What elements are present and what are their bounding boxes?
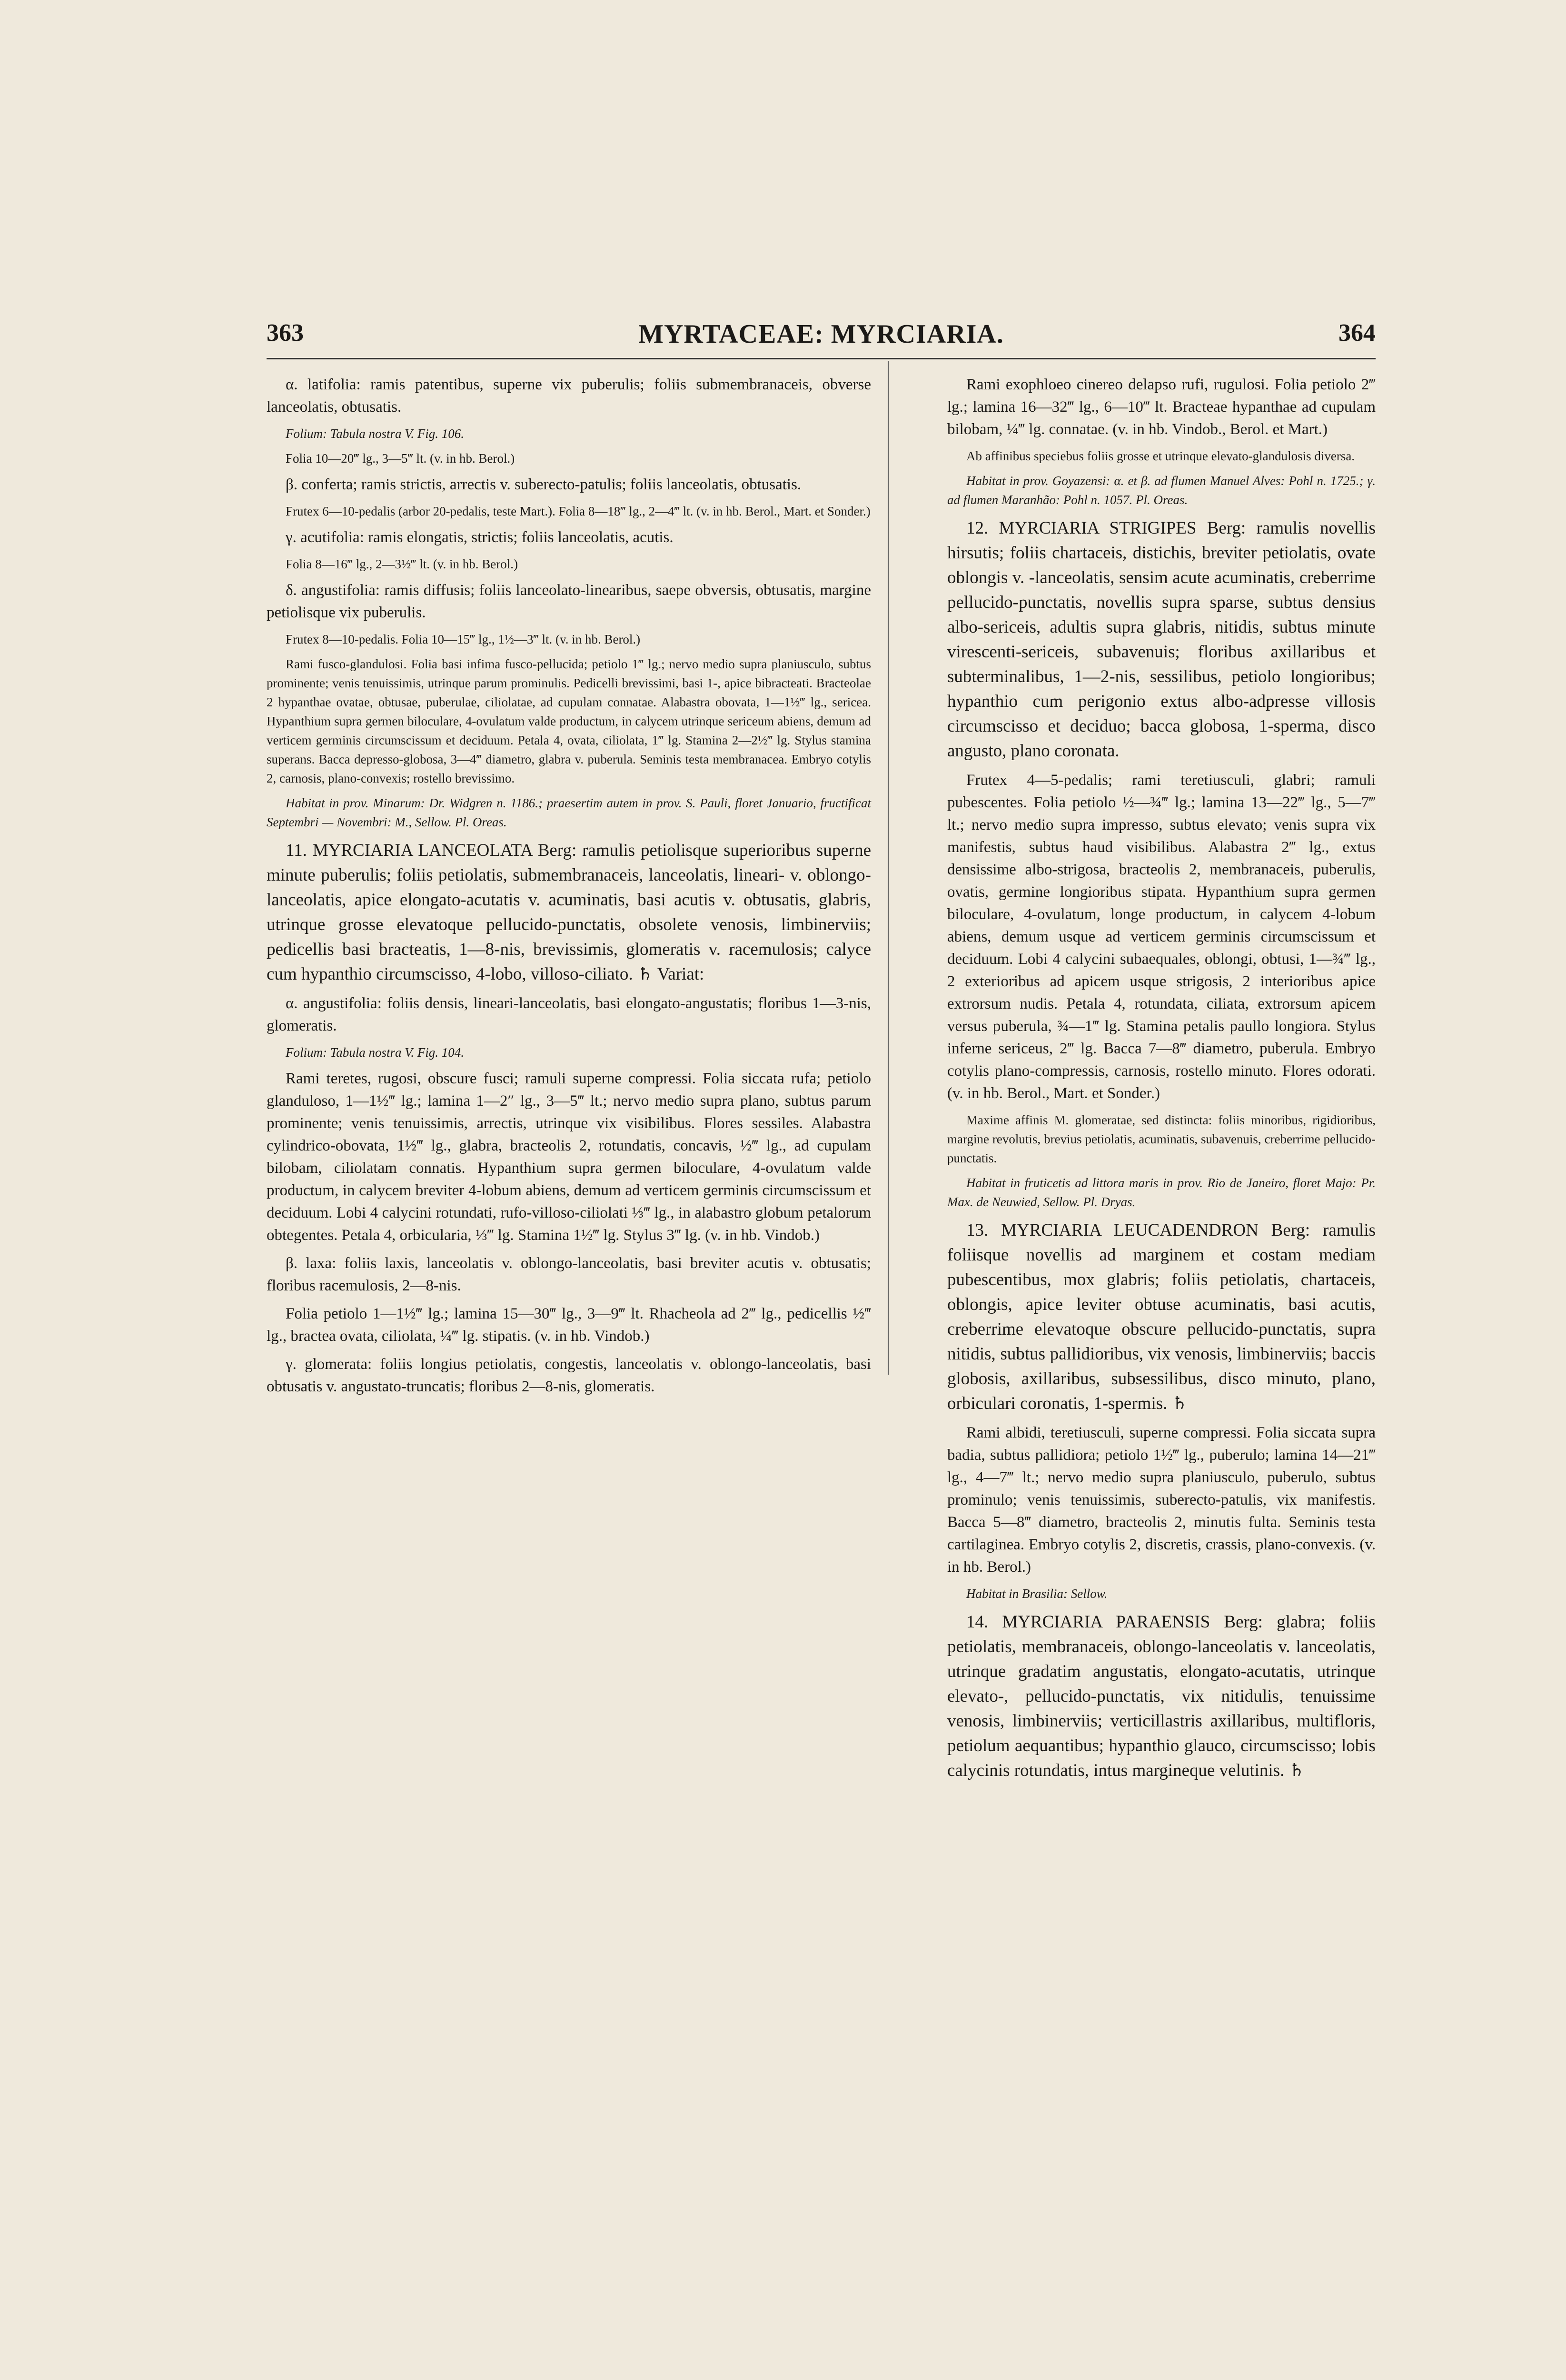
left-paragraph: Habitat in prov. Minarum: Dr. Widgren n. 1186.; praesertim autem in prov. S. Pauli, floret Januario, fructificat Septembri — Novembri: M., Sellow. Pl. Oreas. [267,796,871,829]
left-paragraph: α. angustifolia: foliis densis, lineari-lanceolatis, basi elongato-angustatis; floribus 1—3-nis, glomeratis. [267,995,871,1034]
left-paragraph: β. conferta; ramis strictis, arrectis v. suberecto-patulis; foliis lanceolatis, obtusatis. [286,476,802,493]
right-column [947,374,1376,1789]
header-rule [267,358,1376,359]
right-paragraph: Rami exophloeo cinereo delapso rufi, rugulosi. Folia petiolo 2‴ lg.; lamina 16—32‴ lg., 6—10‴ lt. Bracteae hypanthae ad cupulam bilobam, ¼‴ lg. connatae. (v. in hb. Vindob., Berol. et Mart.) [947,376,1376,438]
left-paragraph: δ. angustifolia: ramis diffusis; foliis lanceolato-linearibus, saepe obversis, obtusatis, margine petiolisque vix puberulis. [267,582,871,621]
right-paragraph: Habitat in fruticetis ad littora maris in prov. Rio de Janeiro, floret Majo: Pr. Max. de Neuwied, Sellow. Pl. Dryas. [947,1176,1376,1209]
left-paragraph: Rami teretes, rugosi, obscure fusci; ramuli superne compressi. Folia siccata rufa; petiolo glanduloso, 1—1½‴ lg.; lamina 1—2″ lg., 3—5‴ lt.; nervo medio supra plano, subtus parum prominente; venis tenuissimis, arrectis, utrinque vix visibilibus. Flores sessiles. Alabastra cylindrico-obovata, 1½‴ lg., glabra, bracteolis 2, rotundatis, concavis, ½‴ lg., ad cupulam bilobam, ciliolatam connatis. Hypanthium supra germen biloculare, 4-ovulatum valde productum, in calycem breviter 4-lobum abiens, demum ad verticem germinis circumscissum et deciduum. Lobi 4 calycini rotundati, rufo-villoso-ciliolati ⅓‴ lg., in alabastro globum petalorum obtegentes. Petala 4, orbicularia, ⅓‴ lg. Stamina 1½‴ lg. Stylus 3‴ lg. (v. in hb. Vindob.) [267,1070,871,1244]
right-paragraph: Ab affinibus speciebus foliis grosse et utrinque elevato-glandulosis diversa. [966,449,1355,463]
left-paragraph: Folia petiolo 1—1½‴ lg.; lamina 15—30‴ lg., 3—9‴ lt. Rhacheola ad 2‴ lg., pedicellis ½‴ lg., bractea ovata, ciliolata, ¼‴ lg. stipatis. (v. in hb. Vindob.) [267,1305,871,1345]
left-paragraph: Frutex 8—10-pedalis. Folia 10—15‴ lg., 1½—3‴ lt. (v. in hb. Berol.) [286,632,641,646]
left-paragraph: Rami fusco-glandulosi. Folia basi infima fusco-pellucida; petiolo 1‴ lg.; nervo medio supra planiusculo, subtus prominente; venis tenuissimis, utrinque parum prominulis. Pedicelli brevissimi, basi 1-, apice bibracteati. Bracteolae 2 hypanthae ovatae, obtusae, puberulae, ciliolatae, ad cupulam connatae. Alabastra obovata, 1—1½‴ lg., sericea. Hypanthium supra germen biloculare, 4-ovulatum valde productum, in calycem utrinque sericeum abiens, demum ad verticem germinis circumscissum et deciduum. Petala 4, ovata, ciliolata, 1‴ lg. Stamina 2—2½‴ lg. Stylus stamina superans. Bacca depresso-globosa, 3—4‴ diametro, glabra v. puberula. Seminis testa membranacea. Embryo cotylis 2, carnosis, plano-convexis; rostello brevissimo. [267,657,871,785]
running-title: MYRTACEAE: MYRCIARIA. [638,319,1004,349]
right-paragraph: Habitat in prov. Goyazensi: α. et β. ad flumen Manuel Alves: Pohl n. 1725.; γ. ad flumen Maranhão: Pohl n. 1057. Pl. Oreas. [947,474,1376,507]
left-paragraph: Folium: Tabula nostra V. Fig. 106. [286,426,465,441]
right-paragraph: 14. MYRCIARIA PARAENSIS Berg: glabra; foliis petiolatis, membranaceis, oblongo-lanceolatis v. lanceolatis, utrinque gradatim angustatis, elongato-acutatis, utrinque elevato-, pellucido-punctatis, vix nitidulis, tenuissime venosis, limbinerviis; verticillastris axillaribus, multifloris, petiolum aequantibus; hypanthio glauco, circumscisso; lobis calycinis rotundatis, intus margineque velutinis. ♄ [947,1612,1376,1780]
right-paragraph: Maxime affinis M. glomeratae, sed distincta: foliis minoribus, rigidioribus, margine revolutis, brevius petiolatis, acuminatis, subavenuis, creberrime pellucido-punctatis. [947,1113,1376,1165]
right-paragraph: Rami albidi, teretiusculi, superne compressi. Folia siccata supra badia, subtus pallidiora; petiolo 1½‴ lg., puberulo; lamina 14—21‴ lg., 4—7‴ lt.; nervo medio supra planiusculo, puberulo, subtus prominulo; venis tenuissimis, suberecto-patulis, vix manifestis. Bacca 5—8‴ diametro, bracteolis 2, minutis fulta. Seminis testa cartilaginea. Embryo cotylis 2, discretis, crassis, plano-convexis. (v. in hb. Berol.) [947,1424,1376,1576]
page-number-right: 364 [1338,319,1376,347]
right-paragraph: Frutex 4—5-pedalis; rami teretiusculi, glabri; ramuli pubescentes. Folia petiolo ½—¾‴ lg.; lamina 13—22‴ lg., 5—7‴ lt.; nervo medio supra impresso, subtus elevato; venis supra vix manifestis, subtus haud visibilibus. Alabastra 2‴ lg., extus densissime albo-strigosa, bracteolis 2, membranaceis, puberulis, ovatis, germine longioribus stipata. Hypanthium supra germen biloculare, 4-ovulatum, longe productum, in calycem 4-lobum abiens, demum usque ad verticem germinis circumscissum et deciduum. Lobi 4 calycini subaequales, oblongi, obtusi, 1—¾‴ lg., 2 exterioribus ad apicem usque strigosis, 2 interioribus apice extrorsum nudis. Petala 4, rotundata, ciliata, extrorsum apicem versus puberula, ¾—1‴ lg. Stamina petalis paullo longiora. Stylus inferne sericeus, 2‴ lg. Bacca 7—8‴ diametro, puberula. Embryo cotylis plano-compressis, carnosis, rostello minuto. Flores odorati. (v. in hb. Berol., Mart. et Sonder.) [947,772,1376,1102]
left-paragraph: Folia 10—20‴ lg., 3—5‴ lt. (v. in hb. Berol.) [286,451,515,466]
right-paragraph: 13. MYRCIARIA LEUCADENDRON Berg: ramulis foliisque novellis ad marginem et costam mediam pubescentibus, mox glabris; foliis petiolatis, chartaceis, oblongis, apice leviter obtuse acuminatis, basi acutis, creberrime elevatoque obscure pellucido-punctatis, supra nitidis, subtus pallidioribus, vix venosis, limbinerviis; baccis globosis, axillaribus, subsessilibus, disco minuto, plano, orbiculari coronatis, 1-spermis. ♄ [947,1220,1376,1413]
page-header [267,319,1376,362]
left-paragraph: 11. MYRCIARIA LANCEOLATA Berg: ramulis petiolisque superioribus superne minute puberulis; foliis petiolatis, submembranaceis, lanceolatis, lineari- v. oblongo-lanceolatis, apice elongato-acutatis v. acuminatis, basi acutis v. obtusatis, glabris, utrinque grosse elevatoque pellucido-punctatis, obsolete venosis, limbinerviis; pedicellis basi bracteatis, 1—8-nis, brevissimis, glomeratis v. racemulosis; calyce cum hypanthio circumscisso, 4-lobo, villoso-ciliato. ♄ Variat: [267,841,871,984]
left-paragraph: γ. acutifolia: ramis elongatis, strictis; foliis lanceolatis, acutis. [286,529,674,546]
left-paragraph: α. latifolia: ramis patentibus, superne vix puberulis; foliis submembranaceis, obverse lanceolatis, obtusatis. [267,376,871,416]
left-paragraph: β. laxa: foliis laxis, lanceolatis v. oblongo-lanceolatis, basi breviter acutis v. obtusatis; floribus racemulosis, 2—8-nis. [267,1255,871,1294]
column-divider [888,361,889,1375]
left-column [267,374,871,1404]
left-paragraph: Folium: Tabula nostra V. Fig. 104. [286,1045,465,1060]
left-paragraph: Folia 8—16‴ lg., 2—3½‴ lt. (v. in hb. Berol.) [286,557,518,571]
page-number-left: 363 [267,319,304,347]
right-paragraph: 12. MYRCIARIA STRIGIPES Berg: ramulis novellis hirsutis; foliis chartaceis, distichis, breviter petiolatis, ovate oblongis v. -lanceolatis, sensim acute acuminatis, creberrime pellucido-punctatis, novellis supra sparse, subtus densius albo-sericeis, adultis supra glabris, nitidis, subtus minute virescenti-sericeis, subavenuis; floribus axillaribus et subterminalibus, 1—2-nis, sessilibus, petiolo longioribus; hypanthio cum perigonio extus albo-adpresse villosis circumscisso et deciduo; bacca globosa, 1-sperma, disco angusto, plano coronata. [947,518,1376,761]
right-paragraph: Habitat in Brasilia: Sellow. [966,1587,1108,1601]
left-paragraph: γ. glomerata: foliis longius petiolatis, congestis, lanceolatis v. oblongo-lanceolatis, basi obtusatis v. angustato-truncatis; floribus 2—8-nis, glomeratis. [267,1356,871,1395]
left-paragraph: Frutex 6—10-pedalis (arbor 20-pedalis, teste Mart.). Folia 8—18‴ lg., 2—4‴ lt. (v. in hb. Berol., Mart. et Sonder.) [286,504,871,518]
